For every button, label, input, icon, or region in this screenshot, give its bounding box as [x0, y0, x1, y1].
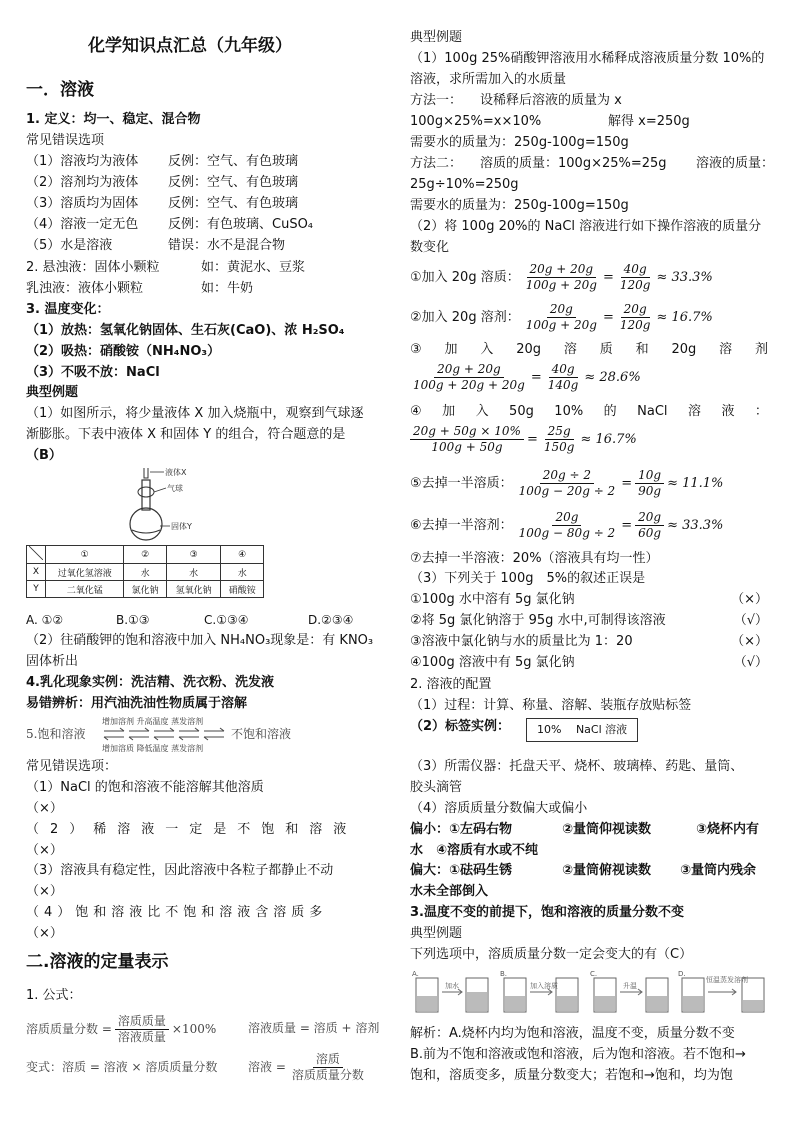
deviation-small: 偏小：①左码右物 ②量筒仰视读数 ③烧杯内有 [410, 822, 760, 837]
err2-item: （2）稀溶液一定是不饱和溶液 [26, 822, 358, 837]
section-2-heading: 二.溶液的定量表示 [26, 952, 169, 972]
option-a: A. ①② [26, 613, 64, 627]
beaker-group-a [412, 970, 488, 1012]
constant-temp-note: 3.温度不变的前提下，饱和溶液的质量分数不变 [410, 905, 684, 920]
q2-line-1: （2）将 100g 20%的 NaCl 溶液进行如下操作溶液的质量分 [410, 219, 762, 234]
table-row [27, 564, 264, 581]
operation-3-formula: $\frac{20g + 20g}{100g + 20g + 20g}$ = $\frac{40g}{140g}$ ≈ 28.6% [413, 362, 641, 392]
temp-endo: （2）吸热：硝酸铵（NH₄NO₃） [26, 344, 221, 359]
label-solid-y: 固体Y [171, 522, 192, 531]
section-1-heading: 一．溶液 [26, 80, 94, 100]
err-item: （5）水是溶液 错误：水不是混合物 [26, 238, 286, 253]
formula-solution-mass: 溶液质量 = 溶质 + 溶剂 [248, 1021, 380, 1035]
label-liquid-x: 液体X [165, 468, 187, 477]
table-cell: 氢氧化钠 [166, 581, 221, 598]
deviation-big: 偏大：①砝码生锈 ②量筒俯视读数 ③量筒内残余 [410, 863, 757, 878]
conversion-bottom-note: 增加溶质 降低温度 蒸发溶剂 [102, 744, 204, 753]
deviation-small-2: 水 ④溶质有水或不纯 [410, 843, 539, 858]
equilibrium-arrows [102, 726, 226, 742]
emulsification: 4.乳化现象实例：洗洁精、洗衣粉、洗发液 [26, 675, 274, 690]
q3-item: ④100g 溶液中有 5g 氯化钠 （√） [410, 655, 768, 670]
example-title-right: 典型例题 [410, 30, 463, 45]
svg-text:升温: 升温 [623, 982, 637, 990]
example-title: 典型例题 [26, 385, 79, 400]
svg-text:加入溶质: 加入溶质 [530, 982, 558, 990]
table-cell: 硝酸铵 [221, 581, 264, 598]
option-b: B.①③ [116, 613, 150, 627]
table-cell: 氯化钠 [124, 581, 167, 598]
table-cell: ② [124, 546, 167, 564]
option-c: C.①③④ [204, 613, 249, 627]
table-row [27, 546, 264, 564]
options-row [26, 610, 354, 630]
method-1: 方法一： 设稀释后溶液的质量为 x [410, 93, 622, 108]
deviation-big-2: 水未全部倒入 [410, 884, 489, 899]
method-2: 方法二： 溶质的质量：100g×25%=25g 溶液的质量： [410, 156, 775, 171]
flask-neck [142, 480, 150, 510]
label-example-box: 10% NaCl 溶液 [526, 718, 638, 742]
suspension: 2. 悬浊液：固体小颗粒 如：黄泥水、豆浆 [26, 260, 306, 275]
emulsion: 乳浊液：液体小颗粒 如：牛奶 [26, 281, 254, 296]
unsaturated-label: 不饱和溶液 [231, 727, 292, 741]
err2-mark: （×） [26, 926, 63, 941]
temp-exo: （1）放热：氢氧化钠固体、生石灰(CaO)、浓 H₂SO₄ [26, 323, 345, 338]
saturated-label: 5.饱和溶液 [26, 727, 86, 741]
svg-text:D.: D. [678, 970, 686, 978]
q3-item: ①100g 水中溶有 5g 氯化钠 （×） [410, 592, 768, 607]
operation-6: ⑥去掉一半溶剂： $\frac{20g}{100g - 80g \div 2}$ = $\frac{20g}{60g}$ ≈ 33.3% [410, 510, 724, 540]
prep-process: （1）过程：计算、称量、溶解、装瓶存放贴标签 [410, 698, 692, 713]
method-2-line-2: 25g÷10%=250g [410, 177, 519, 192]
prep-instruments-1: （3）所需仪器：托盘天平、烧杯、玻璃棒、药匙、量筒、 [410, 759, 744, 774]
formula-title: 1. 公式： [26, 988, 82, 1003]
example-2-line-2: 固体析出 [26, 654, 79, 669]
err2-mark: （×） [26, 801, 63, 816]
svg-text:恒温蒸发溶剂: 恒温蒸发溶剂 [706, 976, 748, 984]
beaker-group-c [590, 970, 668, 1012]
beaker-figure [410, 968, 772, 1018]
err-item: （1）溶液均为液体 反例：空气、有色玻璃 [26, 154, 299, 169]
q2-line-2: 数变化 [410, 240, 450, 255]
method-1-equation: 100g×25%=x×10% 解得 x=250g [410, 114, 690, 129]
temp-none: （3）不吸不放：NaCl [26, 365, 160, 380]
q3-title: （3）下列关于 100g 5%的叙述正误是 [410, 571, 646, 586]
table-cell: ③ [166, 546, 221, 564]
prep-instruments-2: 胶头滴管 [410, 780, 463, 795]
label-balloon: 气球 [167, 484, 183, 493]
table-corner [27, 546, 46, 564]
q1-line-1: （1）100g 25%硝酸钾溶液用水稀释成溶液质量分数 10%的 [410, 51, 765, 66]
example-title-right-2: 典型例题 [410, 926, 463, 941]
operation-7: ⑦去掉一半溶液：20%（溶液具有均一性） [410, 551, 659, 566]
solid-y [132, 530, 160, 533]
q3-item: ③溶液中氯化钠与水的质量比为 1：20 （×） [410, 634, 768, 649]
method-1-water: 需要水的质量为：250g-100g=150g [410, 135, 629, 150]
err-item: （4）溶液一定无色 反例：有色玻璃、CuSO₄ [26, 217, 314, 232]
err-item: （3）溶质均为固体 反例：空气、有色玻璃 [26, 196, 299, 211]
page-title: 化学知识点汇总（九年级） [88, 36, 292, 56]
table-cell: 水 [124, 564, 167, 581]
beaker-group-b [500, 970, 578, 1012]
balloon [138, 487, 154, 497]
table-cell: ④ [221, 546, 264, 564]
example-2-line-1: （2）往硝酸钾的饱和溶液中加入 NH₄NO₃现象是：有 KNO₃ [26, 633, 374, 648]
operation-2: ②加入 20g 溶剂： $\frac{20g}{100g + 20g}$ = $\frac{20g}{120g}$ ≈ 16.7% [410, 302, 713, 332]
operation-5: ⑤去掉一半溶质： $\frac{20g \div 2}{100g - 20g \div 2}$ = $\frac{10g}{90g}$ ≈ 11.1% [410, 468, 724, 498]
saturation-conversion [26, 724, 292, 744]
err2-mark: （×） [26, 843, 63, 858]
table-row [27, 581, 264, 598]
err2-mark: （×） [26, 884, 63, 899]
analysis-line-2: B.前为不饱和溶液或饱和溶液，后为饱和溶液。若不饱和→ [410, 1047, 746, 1062]
flask-figure [114, 466, 204, 542]
easy-error: 易错辨析：用汽油洗油性物质属于溶解 [26, 696, 248, 711]
temp-change-title: 3. 温度变化： [26, 302, 110, 317]
table-cell: 水 [166, 564, 221, 581]
dropper [144, 468, 148, 478]
table-cell: 水 [221, 564, 264, 581]
err2-item: （1）NaCl 的饱和溶液不能溶解其他溶质 [26, 780, 264, 795]
flask-body [130, 508, 162, 540]
common-errors-title: 常见错误选项 [26, 133, 105, 148]
example-1-answer: （B） [26, 448, 62, 463]
example-1-line-1: （1）如图所示，将少量液体 X 加入烧瓶中，观察到气球逐 [26, 406, 364, 421]
err-item: （2）溶剂均为液体 反例：空气、有色玻璃 [26, 175, 299, 190]
conversion-top-note: 增加溶剂 升高温度 蒸发溶剂 [102, 717, 204, 726]
operation-3-text: ③ 加 入 20g 溶 质 和 20g 溶 剂 [410, 342, 768, 357]
reagent-table [26, 545, 264, 598]
analysis-line-3: 饱和，溶质变多，质量分数变大；若饱和→饱和，均为饱 [410, 1068, 733, 1083]
example-1-line-2: 渐膨胀。下表中液体 X 和固体 Y 的组合，符合题意的是 [26, 427, 346, 442]
definition: 1. 定义：均一、稳定、混合物 [26, 112, 201, 127]
table-cell: Y [27, 581, 46, 598]
svg-text:B.: B. [500, 970, 508, 978]
table-cell: 二氧化锰 [46, 581, 124, 598]
svg-text:A.: A. [412, 970, 419, 978]
operation-4-text: ④ 加 入 50g 10% 的 NaCl 溶 液 ： [410, 404, 768, 419]
prep-label-title: （2）标签实例： [410, 719, 511, 734]
beaker-group-d [678, 970, 764, 1012]
formula-mass-fraction: 溶质质量分数 = $\frac{\text{溶质质量}}{\text{溶液质量}}$ ×100% [26, 1014, 217, 1044]
operation-1: ①加入 20g 溶质： $\frac{20g + 20g}{100g + 20g}$ = $\frac{40g}{120g}$ ≈ 33.3% [410, 262, 713, 292]
svg-text:C.: C. [590, 970, 598, 978]
err2-item: （4）饱和溶液比不饱和溶液含溶质多 [26, 905, 328, 920]
q3-item: ②将 5g 氯化钠溶于 95g 水中,可制得该溶液 （√） [410, 613, 768, 628]
err2-item: （3）溶液具有稳定性，因此溶液中各粒子都静止不动 [26, 863, 334, 878]
common-errors-title-2: 常见错误选项： [26, 759, 118, 774]
table-cell: ① [46, 546, 124, 564]
prep-deviation-title: （4）溶质质量分数偏大或偏小 [410, 801, 588, 816]
method-2-water: 需要水的质量为：250g-100g=150g [410, 198, 629, 213]
formula-variant-solution: 溶液 = $\frac{\text{溶质}}{\text{溶质质量分数}}$ [248, 1052, 364, 1082]
q4-text: 下列选项中，溶质质量分数一定会变大的有（C） [410, 947, 693, 962]
formula-variant-solute: 变式：溶质 = 溶液 × 溶质质量分数 [26, 1060, 218, 1074]
table-cell: 过氧化氢溶液 [46, 564, 124, 581]
operation-4-formula: $\frac{20g + 50g \times 10\%}{100g + 50g}$ = $\frac{25g}{150g}$ ≈ 16.7% [410, 424, 637, 456]
prep-title: 2. 溶液的配置 [410, 677, 492, 692]
svg-text:加水: 加水 [445, 982, 459, 990]
table-cell: X [27, 564, 46, 581]
q1-line-2: 溶液，求所需加入的水质量 [410, 72, 567, 87]
option-d: D.②③④ [308, 613, 354, 627]
analysis-line-1: 解析：A.烧杯内均为饱和溶液，温度不变，质量分数不变 [410, 1026, 735, 1041]
